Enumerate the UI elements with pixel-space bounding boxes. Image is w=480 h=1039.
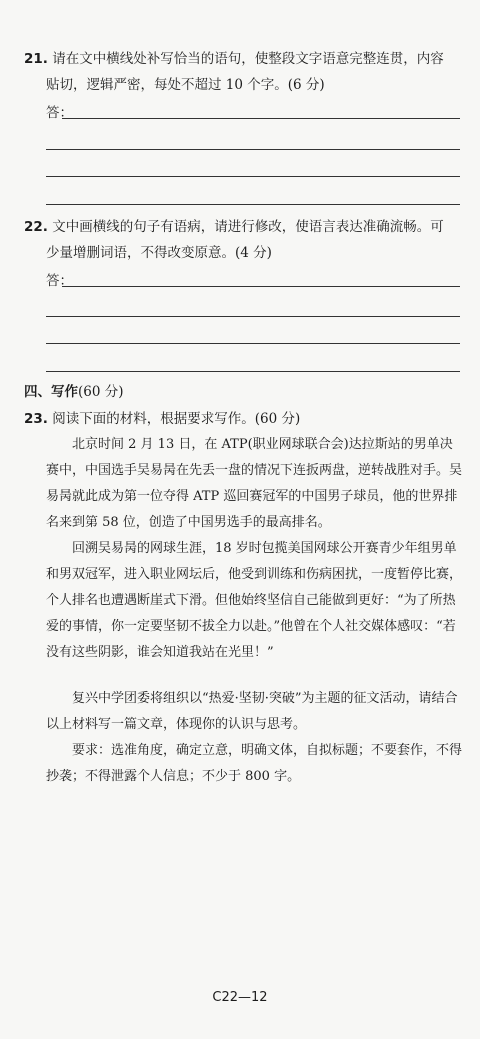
q23-prompt: 阅读下面的材料，根据要求写作。(60 分) (52, 411, 301, 427)
q22-number: 22. (24, 219, 48, 235)
q22-text-line2: 少量增删词语，不得改变原意。(4 分) (46, 245, 272, 261)
q21-answer-label: 答： (46, 105, 73, 121)
q21-text-line2: 贴切，逻辑严密，每处不超过 10 个字。(6 分) (46, 77, 325, 93)
q23-number: 23. (24, 411, 48, 427)
q21-number: 21. (24, 51, 48, 67)
section-writing-heading (24, 383, 124, 401)
q23-task: 复兴中学团委将组织以“热爱·坚韧·突破”为主题的征文活动，请结合以上材料写一篇文章，体现你的认识与思考。 (46, 691, 458, 732)
q21-answer-line[interactable] (62, 118, 460, 119)
q21-text-line1: 请在文中横线处补写恰当的语句，使整段文字语意完整连贯，内容 (52, 51, 444, 67)
q22-answer-line-3[interactable] (46, 343, 460, 344)
q22-line1 (24, 218, 444, 236)
q21-answer-line-2[interactable] (46, 149, 460, 150)
q22-answer-line-2[interactable] (46, 316, 460, 317)
q22-answer-label: 答： (46, 273, 73, 289)
q23-line (24, 410, 300, 428)
section-writing-points: (60 分) (78, 384, 124, 400)
q21-answer-line-4[interactable] (46, 204, 460, 205)
q22-text-line1: 文中画横线的句子有语病，请进行修改，使语言表达准确流畅。可 (52, 219, 444, 235)
q23-instructions (46, 686, 464, 790)
page-code: C22—12 (212, 990, 268, 1005)
q23-requirements: 要求：选准角度，确定立意，明确文体，自拟标题；不要套作，不得抄袭；不得泄露个人信息；不少于 800 字。 (46, 743, 463, 784)
q21-answer-line-3[interactable] (46, 176, 460, 177)
section-writing-title: 四、写作 (24, 384, 78, 400)
q22-answer-line-4[interactable] (46, 371, 460, 372)
q21-line1 (24, 50, 444, 68)
q22-answer-line[interactable] (62, 286, 460, 287)
q23-material (46, 432, 464, 666)
q22-answer-row[interactable] (46, 272, 460, 290)
q23-material-paragraph-1: 北京时间 2 月 13 日，在 ATP(职业网球联合会)达拉斯站的男单决赛中，中国选手吴易昺在先丢一盘的情况下连扳两盘，逆转战胜对手。吴易昺就此成为第一位夺得 ATP 巡回赛冠军的中国男子球员，他的世界排名来到第 58 位，创造了中国男选手的最高排名。 (46, 437, 463, 530)
q23-material-paragraph-2: 回溯吴易昺的网球生涯，18 岁时包揽美国网球公开赛青少年组男单和男双冠军，进入职业网坛后，他受到训练和伤病困扰，一度暂停比赛，个人排名也遭遇断崖式下滑。但他始终坚信自己能做到更好：“为了所热爱的事情，你一定要坚韧不拔全力以赴。”他曾在个人社交媒体感叹：“若没有这些阴影，谁会知道我站在光里！” (46, 541, 463, 660)
q21-answer-row[interactable] (46, 104, 460, 122)
